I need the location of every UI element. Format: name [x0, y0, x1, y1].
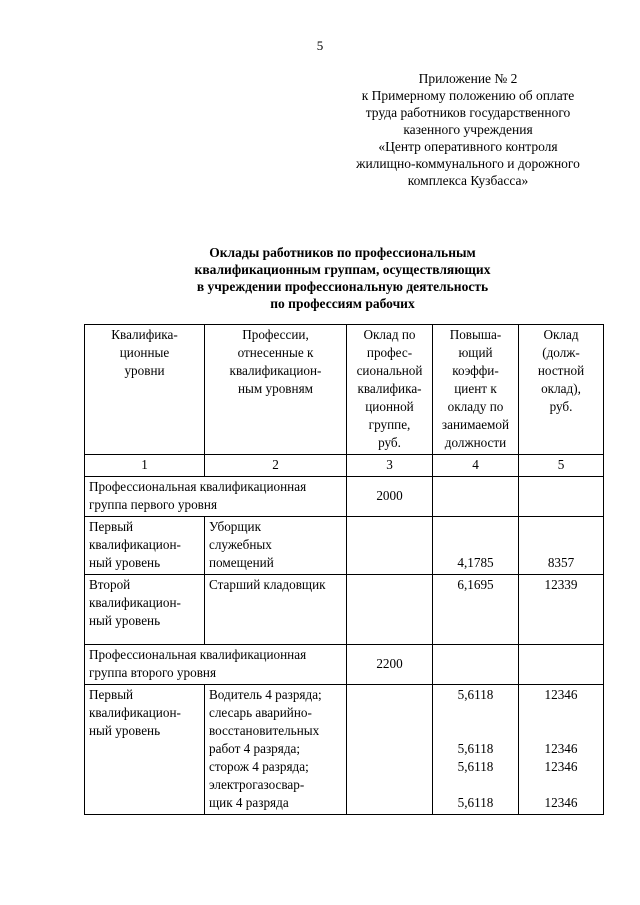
group-salary: 2000 [347, 477, 433, 517]
qualification-level: Первый квалификацион- ный уровень [85, 685, 205, 815]
group-salary: 2200 [347, 645, 433, 685]
page-number: 5 [316, 38, 324, 53]
title-line: в учреждении профессиональную деятельность [196, 279, 489, 294]
profession: Старший кладовщик [205, 575, 347, 645]
appendix-line: к Примерному положению об оплате [361, 88, 575, 103]
group-label: Профессиональная квалификационная группа первого уровня [85, 477, 347, 517]
appendix-line: труда работников государственного [365, 105, 571, 120]
title-line: по профессиям рабочих [270, 296, 415, 311]
profession: Уборщик служебных помещений [205, 517, 347, 575]
header-salary: Оклад (долж- ностной оклад), руб. [519, 325, 604, 455]
header-professions: Профессии, отнесенные к квалификацион- ным уровням [205, 325, 347, 455]
title-line: Оклады работников по профессиональным [209, 245, 476, 260]
table-row [85, 517, 604, 575]
qualification-level: Второй квалификацион- ный уровень [85, 575, 205, 645]
appendix-line: казенного учреждения [403, 122, 533, 137]
appendix-line: Приложение № 2 [418, 71, 518, 86]
group-label: Профессиональная квалификационная группа второго уровня [85, 645, 347, 685]
salary-amount-list: 12346 12346 12346 12346 [519, 685, 604, 815]
appendix-block [318, 70, 618, 189]
profession: Водитель 4 разряда; слесарь аварийно- восстановительных работ 4 разряда; сторож 4 разряда; электрогазосвар- щик 4 разряда [205, 685, 347, 815]
group-row [85, 645, 604, 685]
appendix-line: комплекса Кузбасса» [407, 173, 529, 188]
group-row [85, 477, 604, 517]
qualification-level: Первый квалификацион- ный уровень [85, 517, 205, 575]
table-row [85, 575, 604, 645]
coefficient: 6,1695 [433, 575, 519, 645]
header-coefficient: Повыша- ющий коэффи- циент к окладу по занимаемой должности [433, 325, 519, 455]
salary-amount: 8357 [519, 517, 604, 575]
appendix-line: «Центр оперативного контроля [378, 139, 558, 154]
salary-amount: 12339 [519, 575, 604, 645]
column-number-row [85, 455, 604, 477]
table-row [85, 685, 604, 815]
column-number: 3 [347, 455, 433, 477]
coefficient-list: 5,6118 5,6118 5,6118 5,6118 [433, 685, 519, 815]
header-row [85, 325, 604, 455]
column-number: 5 [519, 455, 604, 477]
appendix-line: жилищно-коммунального и дорожного [356, 156, 580, 171]
column-number: 2 [205, 455, 347, 477]
document-title [120, 244, 565, 312]
header-group-salary: Оклад по профес- сиональной квалифика- ционной группе, руб. [347, 325, 433, 455]
coefficient: 4,1785 [433, 517, 519, 575]
salary-table [84, 324, 604, 815]
column-number: 4 [433, 455, 519, 477]
title-line: квалификационным группам, осуществляющих [194, 262, 491, 277]
header-qualification-level: Квалифика- ционные уровни [85, 325, 205, 455]
column-number: 1 [85, 455, 205, 477]
